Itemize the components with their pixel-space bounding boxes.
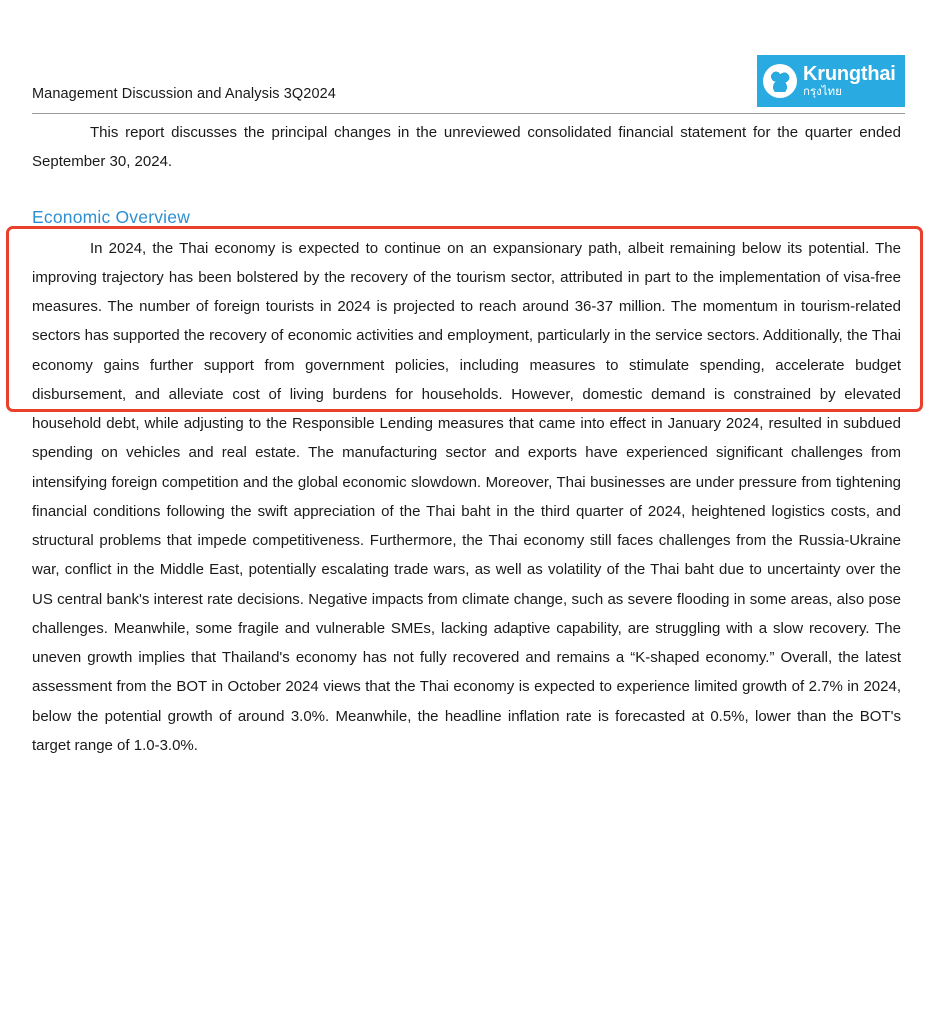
section-heading-economic-overview: Economic Overview <box>32 206 191 227</box>
page-header <box>28 0 905 118</box>
krungthai-logo <box>757 55 905 107</box>
logo-text-block <box>803 64 896 99</box>
logo-subtitle: กรุงไทย <box>803 85 842 98</box>
header-title: Management Discussion and Analysis 3Q2024 <box>32 86 336 102</box>
intro-paragraph: This report discusses the principal changes in the unreviewed consolidated financial statement for the quarter ended September 30, 2024. <box>32 124 901 171</box>
document-content <box>28 118 905 760</box>
header-divider <box>32 113 905 114</box>
logo-name: Krungthai <box>803 62 896 85</box>
krungthai-bird-logo-icon <box>763 64 797 98</box>
body-paragraph: In 2024, the Thai economy is expected to continue on an expansionary path, albeit remaining below its potential. The improving trajectory has been bolstered by the recovery of the tourism sector, attributed in part to the implementation of visa-free measures. The number of foreign tourists in 2024 is projected to reach around 36-37 million. The momentum in tourism-related sectors has supported the recovery of economic activities and employment, particularly in the service sectors. Additionally, the Thai economy gains further support from government policies, including measures to stimulate spending, accelerate budget disbursement, and alleviate cost of living burdens for households. However, domestic demand is constrained by elevated household debt, while adjusting to the Responsible Lending measures that came into effect in January 2024, resulted in subdued spending on vehicles and real estate. The manufacturing sector and exports have experienced significant challenges from intensifying foreign competition and the global economic slowdown. Moreover, Thai businesses are under pressure from tightening financial conditions following the swift appreciation of the Thai baht in the third quarter of 2024, heightened logistics costs, and structural problems that impede competitiveness. Furthermore, the Thai economy still faces challenges from the Russia-Ukraine war, conflict in the Middle East, potentially escalating trade wars, as well as volatility of the Thai baht due to uncertainty over the US central bank's interest rate decisions. Negative impacts from climate change, such as severe flooding in some areas, also pose challenges. Meanwhile, some fragile and vulnerable SMEs, lacking adaptive capability, are struggling with a slow recovery. The uneven growth implies that Thailand's economy has not fully recovered and remains a “K-shaped economy.” Overall, the latest assessment from the BOT in October 2024 views that the Thai economy is expected to experience limited growth of 2.7% in 2024, below the potential growth of around 3.0%. Meanwhile, the headline inflation rate is forecasted at 0.5%, lower than the BOT's target range of 1.0-3.0%. <box>32 239 901 754</box>
highlighted-paragraph-region <box>32 234 901 761</box>
